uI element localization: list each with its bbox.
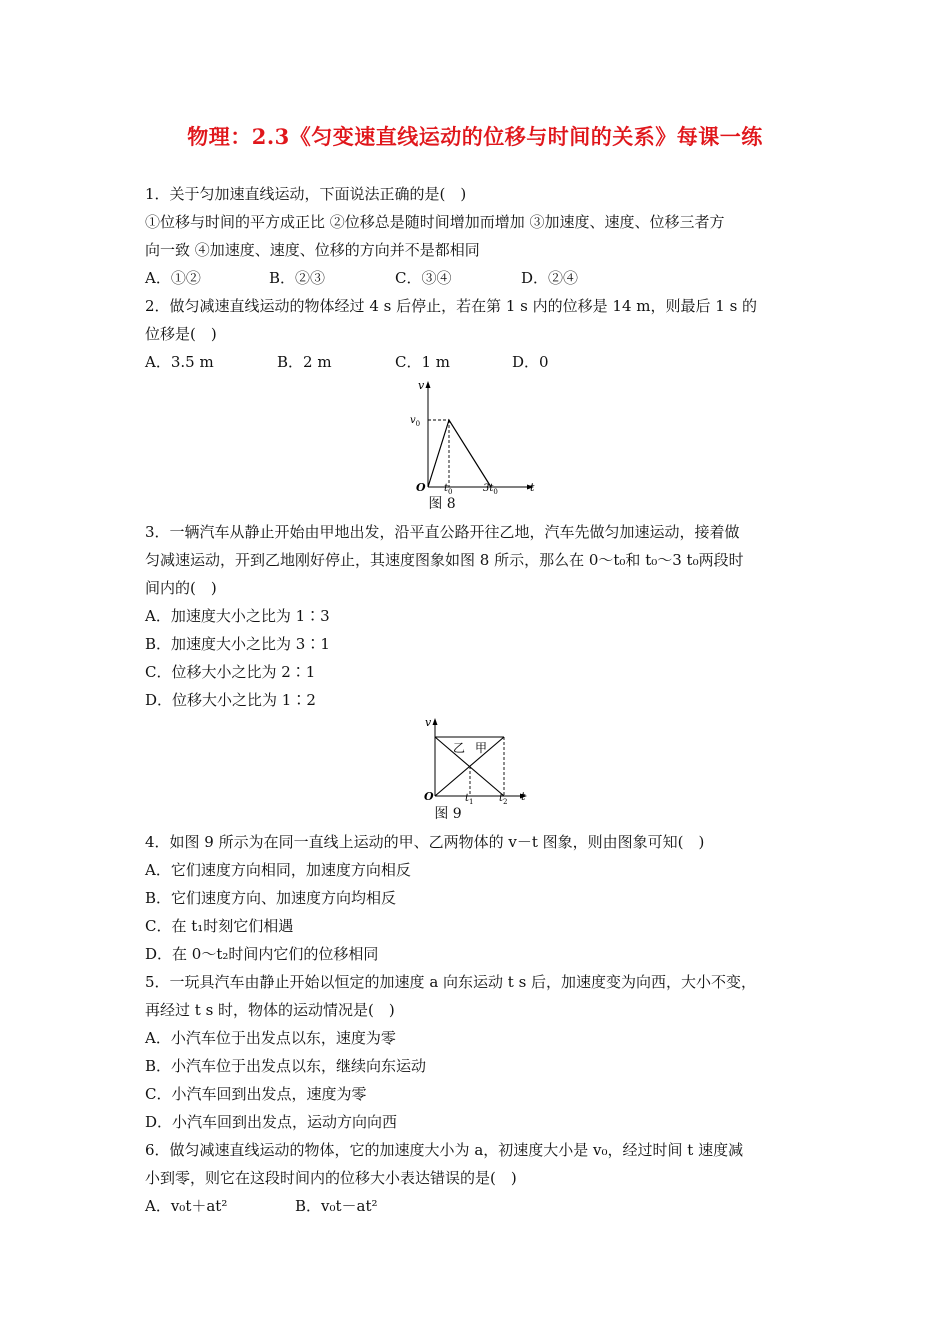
q3-option-d: D．位移大小之比为 1∶2: [145, 691, 316, 709]
q2-option-a: A．3.5 m: [145, 353, 214, 371]
figure-8-velocity-graph: [405, 378, 540, 496]
fig9-v-label: v: [425, 716, 432, 729]
fig8-v-label: v: [418, 379, 425, 392]
q5-option-b: B．小汽车位于出发点以东，继续向东运动: [145, 1057, 427, 1075]
q1-option-c: C．③④: [395, 269, 452, 287]
q5-option-d: D．小汽车回到出发点，运动方向向西: [145, 1113, 398, 1131]
q1-option-a: A．①②: [145, 269, 201, 287]
fig9-t1-label: $t_1$: [465, 793, 474, 806]
q2-options: [145, 352, 549, 372]
q5-text-line1: 5．一玩具汽车由静止开始以恒定的加速度 a 向东运动 t s 后，加速度变为向西，大小不变，: [145, 973, 757, 991]
fig8-v-axis-arrow: [426, 381, 431, 388]
q1-text-line3: 向一致 ④加速度、速度、位移的方向并不是都相同: [145, 241, 480, 259]
fig8-velocity-line: [428, 420, 491, 487]
q5-option-a: A．小汽车位于出发点以东，速度为零: [145, 1029, 396, 1047]
fig9-v-axis-arrow: [433, 718, 438, 725]
fig8-3t0-label: $3t_0$: [483, 483, 498, 496]
q3-text-line1: 3．一辆汽车从静止开始由甲地出发，沿平直公路开往乙地，汽车先做匀加速运动，接着做: [145, 523, 740, 541]
q5-option-c: C．小汽车回到出发点，速度为零: [145, 1085, 367, 1103]
q3-option-a: A．加速度大小之比为 1∶3: [145, 607, 330, 625]
fig9-yi-label: 乙: [453, 741, 466, 755]
q3-option-b: B．加速度大小之比为 3∶1: [145, 635, 330, 653]
q3-text-line3: 间内的( ): [145, 579, 217, 597]
q4-option-c: C．在 t₁时刻它们相遇: [145, 917, 294, 935]
q1-options: [145, 268, 578, 288]
q2-text-line1: 2．做匀减速直线运动的物体经过 4 s 后停止，若在第 1 s 内的位移是 14 m，则最后 1 s 的: [145, 297, 758, 315]
q6-option-a: A．v₀t＋at²: [145, 1197, 228, 1215]
q1-stem: 1．关于匀加速直线运动，下面说法正确的是( ): [145, 185, 467, 203]
q6-options: [145, 1196, 378, 1216]
fig9-t-label: t: [521, 790, 526, 803]
q4-option-a: A．它们速度方向相同，加速度方向相反: [145, 861, 411, 879]
figure-9-velocity-graph: [420, 714, 535, 806]
q4-option-d: D．在 0～t₂时间内它们的位移相同: [145, 945, 379, 963]
q6-text-line2: 小到零，则它在这段时间内的位移大小表达错误的是( ): [145, 1169, 517, 1187]
q1-option-d: D．②④: [521, 269, 579, 287]
fig8-t-label: t: [530, 481, 535, 494]
q6-option-b: B．v₀t－at²: [295, 1197, 378, 1215]
q2-option-b: B．2 m: [277, 353, 332, 371]
fig8-v0-label: $v_0$: [410, 415, 421, 428]
fig8-t0-label: $t_0$: [444, 483, 453, 496]
q4-stem: 4．如图 9 所示为在同一直线上运动的甲、乙两物体的 v－t 图象，则由图象可知( ): [145, 833, 705, 851]
fig9-origin-label: O: [424, 790, 434, 803]
q1-text-line2: ①位移与时间的平方成正比 ②位移总是随时间增加而增加 ③加速度、速度、位移三者方: [145, 213, 725, 231]
q6-text-line1: 6．做匀减速直线运动的物体，它的加速度大小为 a，初速度大小是 v₀，经过时间 t 速度减: [145, 1141, 744, 1159]
fig9-t2-label: $t_2$: [499, 793, 508, 806]
fig9-jia-label: 甲: [475, 741, 488, 755]
fig8-caption: 图 8: [428, 496, 456, 512]
q3-option-c: C．位移大小之比为 2∶1: [145, 663, 316, 681]
page-title: 物理：2.3《匀变速直线运动的位移与时间的关系》每课一练: [187, 124, 763, 149]
fig8-origin-label: O: [416, 481, 426, 494]
q1-option-b: B．②③: [269, 269, 326, 287]
q2-option-d: D．0: [512, 353, 549, 371]
q3-text-line2: 匀减速运动，开到乙地刚好停止，其速度图象如图 8 所示，那么在 0～t₀和 t₀～3 t₀两段时: [145, 551, 744, 569]
fig9-caption: 图 9: [434, 806, 462, 822]
q5-text-line2: 再经过 t s 时，物体的运动情况是( ): [145, 1001, 395, 1019]
q2-option-c: C．1 m: [395, 353, 451, 371]
q4-option-b: B．它们速度方向、加速度方向均相反: [145, 889, 397, 907]
q2-text-line2: 位移是( ): [145, 325, 217, 343]
